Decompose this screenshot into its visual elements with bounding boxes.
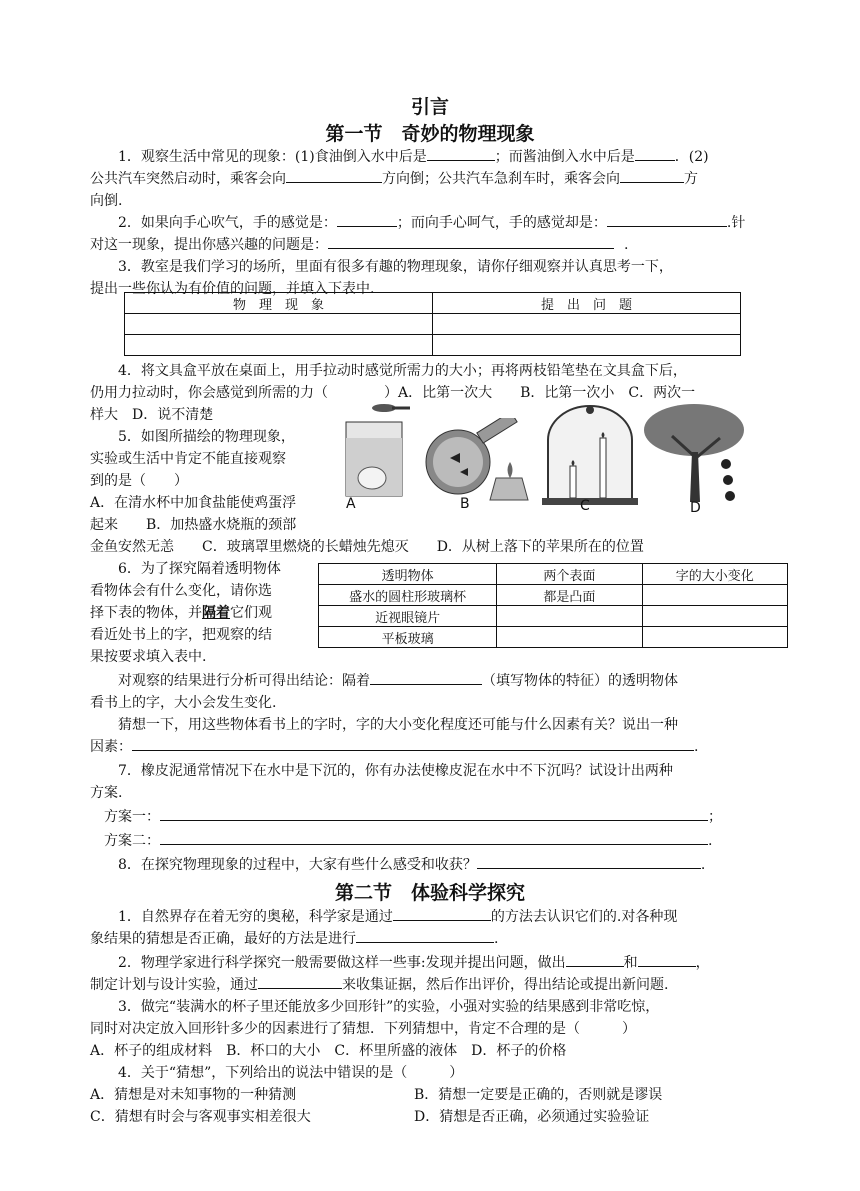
answer-blank[interactable]	[427, 146, 495, 161]
question-6-line-2: 看物体会有什么变化，请你选	[90, 583, 272, 599]
question-1-line-1: 1．观察生活中常见的现象：(1)食油倒入水中后是 ；而酱油倒入水中后是 ．(2)	[118, 146, 709, 168]
question-5-line-1: 5．如图所描绘的物理现象，	[118, 429, 295, 445]
question-5-line-3: 到的是（ ）	[90, 473, 188, 489]
question-1-line-2: 公共汽车突然启动时，乘客会向 方向倒；公共汽车急刹车时，乘客会向 方	[90, 168, 698, 190]
question-2-line-2: 对这一现象，提出你感兴趣的问题是： .	[90, 234, 628, 256]
answer-blank[interactable]	[337, 212, 397, 227]
answer-blank[interactable]	[607, 212, 727, 227]
table-row	[125, 314, 741, 335]
phenomena-table	[124, 292, 741, 356]
question-6-line-5: 果按要求填入表中.	[90, 649, 207, 665]
question-6-guess: 猜想一下，用这些物体看书上的字时，字的大小变化程度还可能与什么因素有关？说出一种	[118, 717, 678, 733]
answer-blank[interactable]	[638, 952, 696, 967]
question-6-factor: 因素： .	[90, 736, 698, 758]
section-2-question-2-line-1: 2．物理学家进行科学探究一般需要做这样一些事:发现并提出问题，做出 和 ，	[118, 952, 710, 974]
answer-blank[interactable]	[635, 146, 675, 161]
figure-label-a: A	[346, 496, 356, 512]
question-7-line-1: 7．橡皮泥通常情况下在水中是下沉的，你有办法使橡皮泥在水中不下沉吗？试设计出两种	[118, 763, 673, 779]
table-header: 提 出 问 题	[433, 293, 741, 314]
answer-blank[interactable]	[566, 952, 624, 967]
flask-fish-figure	[420, 418, 538, 506]
answer-blank[interactable]	[132, 736, 694, 751]
question-6-line-1: 6．为了探究隔着透明物体	[118, 561, 281, 577]
table-row: 盛水的圆柱形玻璃杯 都是凸面	[319, 585, 788, 606]
question-4-line-1: 4．将文具盒平放在桌面上，用手拉动时感觉所需力的大小；再将两枝铅笔垫在文具盒下后，	[118, 363, 687, 379]
question-7-plan-2: 方案二： .	[104, 830, 712, 852]
question-3-line-2: 提出一些你认为有价值的问题，并填入下表中.	[90, 281, 375, 297]
answer-blank[interactable]	[286, 168, 382, 183]
question-4-line-2: 仍用力拉动时，你会感觉到所需的力（ ）A．比第一次大 B．比第一次小 C．两次一	[90, 385, 696, 401]
beaker-egg-figure	[338, 402, 412, 498]
section-2-question-4-option-d: D．猜想是否正确，必须通过实验验证	[414, 1109, 650, 1125]
question-6-conclusion: 对观察的结果进行分析可得出结论：隔着 （填写物体的特征）的透明物体	[118, 670, 678, 692]
table-row	[125, 335, 741, 356]
table-row: 近视眼镜片	[319, 606, 788, 627]
question-3-line-1: 3．教室是我们学习的场所，里面有很多有趣的物理现象，请你仔细观察并认真思考一下，	[118, 259, 673, 275]
answer-blank[interactable]	[160, 830, 708, 845]
table-header: 物 理 现 象	[125, 293, 433, 314]
answer-blank[interactable]	[620, 168, 684, 183]
section-1-title: 第一节 奇妙的物理现象	[325, 123, 535, 145]
section-2-question-1-line-1: 1．自然界存在着无穷的奥秘，科学家是通过 的方法去认识它们的.对各种现	[118, 906, 677, 928]
answer-blank[interactable]	[477, 854, 701, 869]
answer-blank[interactable]	[328, 234, 614, 249]
question-6-conclusion-2: 看书上的字，大小会发生变化.	[90, 695, 277, 711]
section-2-question-3-options: A．杯子的组成材料 B．杯口的大小 C．杯里所盛的液体 D．杯子的价格	[90, 1043, 567, 1059]
section-2-question-4-option-a: A．猜想是对未知事物的一种猜测	[90, 1087, 297, 1103]
table-row: 平板玻璃	[319, 627, 788, 648]
answer-blank[interactable]	[393, 906, 491, 921]
answer-blank[interactable]	[356, 928, 494, 943]
figure-label-c: C	[580, 498, 590, 514]
question-5-line-2: 实验或生活中肯定不能直接观察	[90, 451, 286, 467]
table-header: 透明物体	[319, 564, 497, 585]
answer-blank[interactable]	[258, 974, 342, 989]
section-2-question-2-line-2: 制定计划与设计实验，通过 来收集证据，然后作出评价，得出结论或提出新问题.	[90, 974, 668, 996]
figure-label-d: D	[690, 500, 701, 516]
bell-jar-candles-figure	[542, 404, 638, 506]
question-7-line-2: 方案.	[90, 785, 123, 801]
table-header: 字的大小变化	[642, 564, 787, 585]
answer-blank[interactable]	[160, 806, 708, 821]
section-2-question-3-line-1: 3．做完“装满水的杯子里还能放多少回形针”的实验，小强对实验的结果感到非常吃惊，	[118, 999, 660, 1015]
question-4-line-3: 样大 D．说不清楚	[90, 407, 214, 423]
question-1-line-3: 向倒.	[90, 193, 123, 209]
section-2-question-4-option-b: B．猜想一定要是正确的，否则就是谬误	[414, 1087, 663, 1103]
apple-tree-figure	[642, 402, 746, 504]
figure-label-b: B	[460, 496, 470, 512]
question-6-line-4: 看近处书上的字，把观察的结	[90, 627, 272, 643]
section-2-title: 第二节 体验科学探究	[334, 882, 525, 904]
question-7-plan-1: 方案一： ；	[104, 806, 722, 828]
table-header: 两个表面	[497, 564, 642, 585]
question-5-option-b: 起来 B．加热盛水烧瓶的颈部	[90, 517, 297, 533]
question-8: 8．在探究物理现象的过程中，大家有些什么感受和收获？ .	[118, 854, 705, 876]
section-2-question-4: 4．关于“猜想”，下列给出的说法中错误的是（ ）	[118, 1065, 464, 1081]
question-5-option-a: A．在清水杯中加食盐能使鸡蛋浮	[90, 495, 297, 511]
intro-title: 引言	[410, 96, 449, 118]
question-2-line-1: 2．如果向手心吹气，手的感觉是： ；而向手心呵气，手的感觉却是： .针	[118, 212, 745, 234]
answer-blank[interactable]	[370, 670, 482, 685]
question-6-line-3: 择下表的物体，并隔着它们观	[90, 605, 272, 621]
section-2-question-3-line-2: 同时对决定放入回形针多少的因素进行了猜想．下列猜想中，肯定不合理的是（ ）	[90, 1021, 636, 1037]
section-2-question-1-line-2: 象结果的猜想是否正确，最好的方法是进行 .	[90, 928, 498, 950]
section-2-question-4-option-c: C．猜想有时会与客观事实相差很大	[90, 1109, 311, 1125]
question-5-option-cd: 金鱼安然无恙 C．玻璃罩里燃烧的长蜡烛先熄灭 D．从树上落下的苹果所在的位置	[90, 539, 644, 555]
transparent-objects-table	[318, 563, 788, 648]
